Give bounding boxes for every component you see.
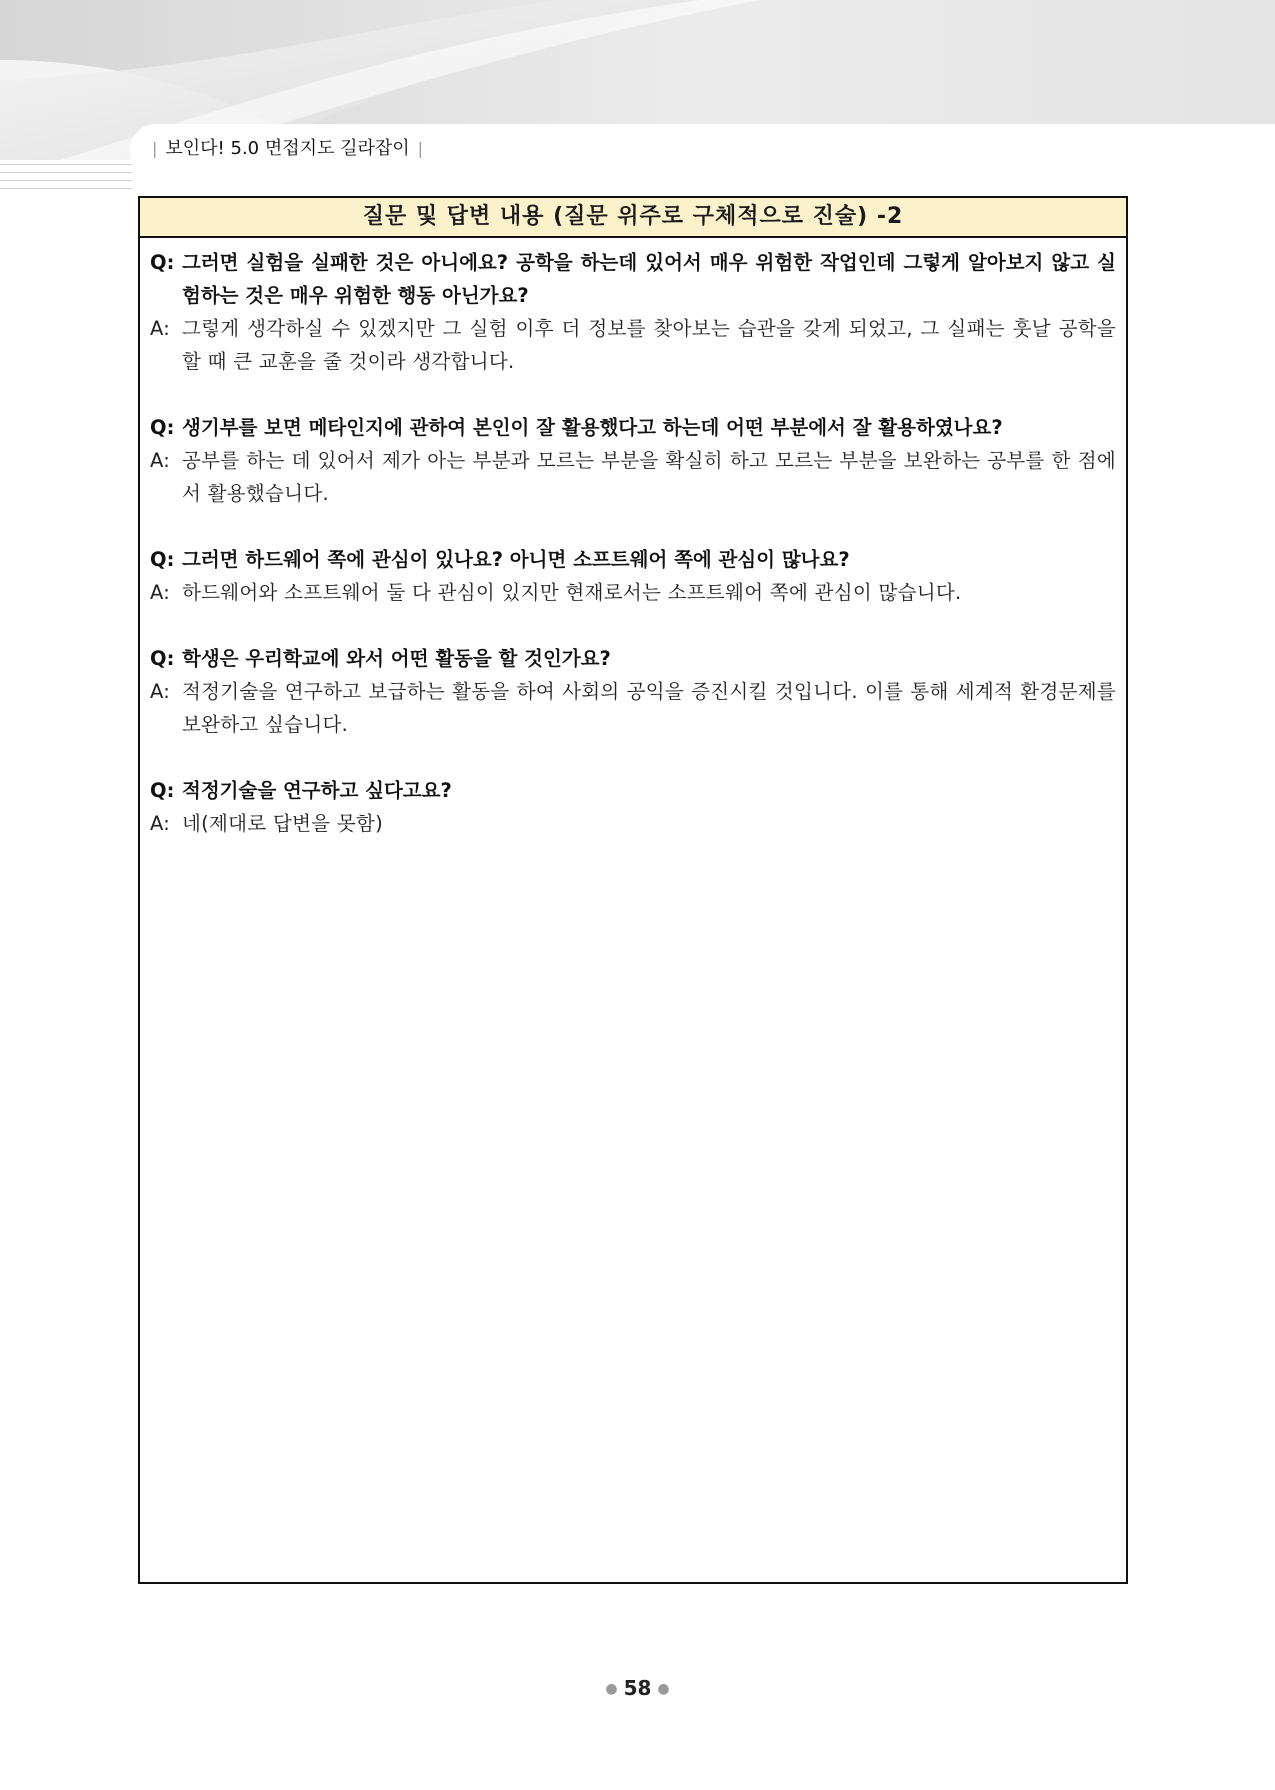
answer-tag: A: — [150, 581, 171, 604]
question-text: 생기부를 보면 메타인지에 관하여 본인이 잘 활용했다고 하는데 어떤 부분에서 잘 활용하였나요? — [182, 416, 1003, 439]
running-title — [152, 136, 423, 162]
question-text: 그러면 실험을 실패한 것은 아니에요? 공학을 하는데 있어서 매우 위험한 작업인데 그렇게 알아보지 않고 실험하는 것은 매우 위험한 행동 아닌가요? — [182, 251, 1116, 307]
answer-line — [150, 312, 1116, 378]
question-line — [150, 246, 1116, 312]
qa-item — [150, 642, 1116, 741]
question-tag: Q: — [150, 416, 175, 439]
answer-text: 하드웨어와 소프트웨어 둘 다 관심이 있지만 현재로서는 소프트웨어 쪽에 관심이 많습니다. — [182, 581, 962, 604]
qa-table-body — [140, 238, 1126, 840]
question-tag: Q: — [150, 779, 175, 802]
decorative-lines — [0, 164, 132, 200]
answer-line — [150, 807, 1116, 840]
question-line — [150, 642, 1116, 675]
question-text: 학생은 우리학교에 와서 어떤 활동을 할 것인가요? — [182, 647, 611, 670]
question-line — [150, 774, 1116, 807]
qa-item — [150, 543, 1116, 609]
page-number — [0, 1676, 1275, 1700]
answer-tag: A: — [150, 812, 171, 835]
question-tag: Q: — [150, 548, 175, 571]
qa-table-heading: 질문 및 답변 내용 (질문 위주로 구체적으로 진술) -2 — [140, 198, 1126, 238]
answer-tag: A: — [150, 680, 171, 703]
title-separator-right: | — [417, 139, 424, 158]
answer-tag: A: — [150, 317, 171, 340]
running-title-text: 보인다! 5.0 면접지도 길라잡이 — [165, 138, 410, 159]
question-line — [150, 411, 1116, 444]
question-line — [150, 543, 1116, 576]
answer-text: 그렇게 생각하실 수 있겠지만 그 실험 이후 더 정보를 찾아보는 습관을 갖게 되었고, 그 실패는 훗날 공학을 할 때 큰 교훈을 줄 것이라 생각합니다. — [182, 317, 1116, 373]
page-dot-right: ● — [657, 1681, 670, 1697]
answer-tag: A: — [150, 449, 171, 472]
answer-line — [150, 576, 1116, 609]
answer-line — [150, 444, 1116, 510]
question-tag: Q: — [150, 647, 175, 670]
answer-line — [150, 675, 1116, 741]
page-dot-left: ● — [605, 1681, 618, 1697]
qa-item — [150, 774, 1116, 840]
answer-text: 공부를 하는 데 있어서 제가 아는 부분과 모르는 부분을 확실히 하고 모르는 부분을 보완하는 공부를 한 점에서 활용했습니다. — [182, 449, 1116, 505]
title-separator-left: | — [152, 139, 158, 158]
question-tag: Q: — [150, 251, 175, 274]
answer-text: 네(제대로 답변을 못함) — [182, 812, 384, 835]
qa-item — [150, 246, 1116, 378]
qa-table — [138, 196, 1128, 1584]
answer-text: 적정기술을 연구하고 보급하는 활동을 하여 사회의 공익을 증진시킬 것입니다. 이를 통해 세계적 환경문제를 보완하고 싶습니다. — [182, 680, 1116, 736]
question-text: 적정기술을 연구하고 싶다고요? — [182, 779, 452, 802]
page-number-text: 58 — [623, 1676, 652, 1700]
question-text: 그러면 하드웨어 쪽에 관심이 있나요? 아니면 소프트웨어 쪽에 관심이 많나요? — [182, 548, 850, 571]
qa-item — [150, 411, 1116, 510]
